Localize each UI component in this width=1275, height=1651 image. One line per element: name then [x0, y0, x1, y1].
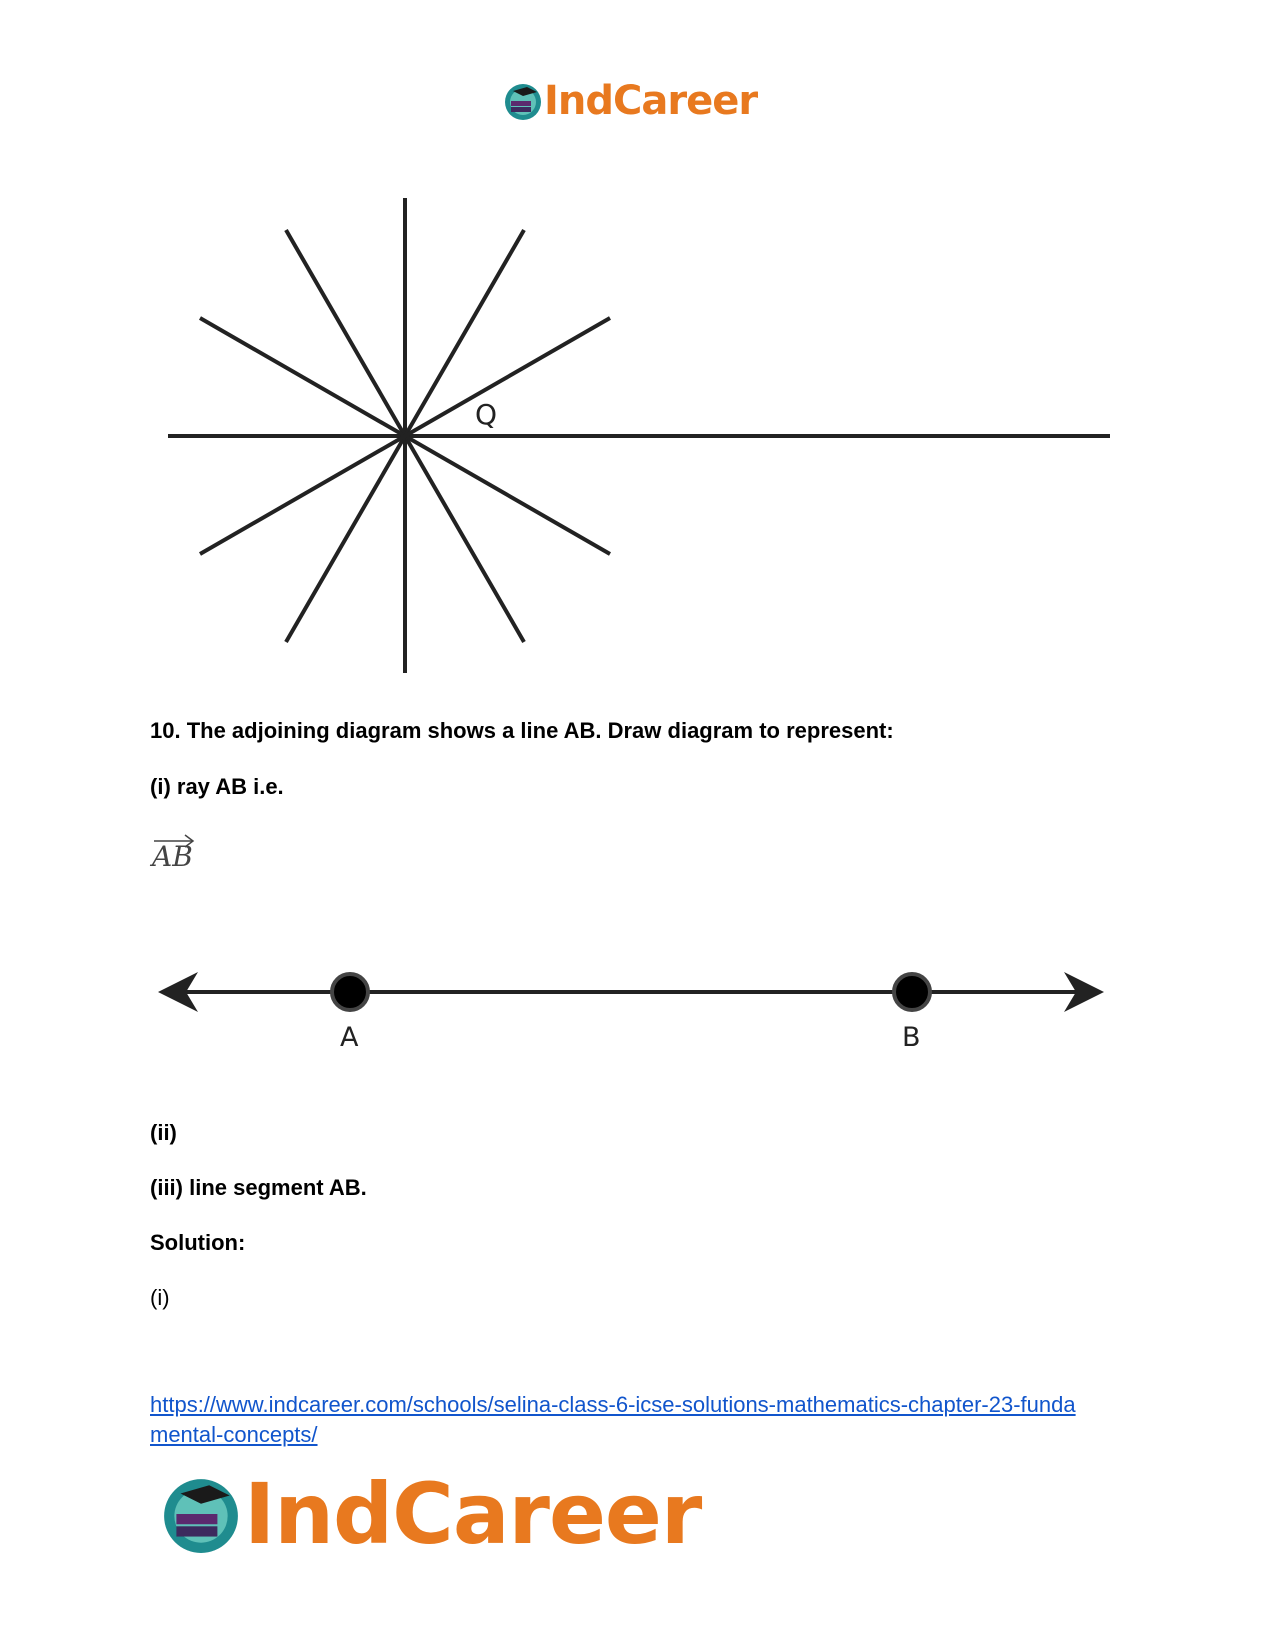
- point-b: [894, 974, 930, 1010]
- footer-url-line-1: https://www.indcareer.com/schools/selina-class-6-icse-solutions-mathematics-chapter-23-funda: [150, 1392, 1076, 1417]
- line-ab-diagram: [0, 960, 1275, 1060]
- footer-logo: [160, 1465, 701, 1563]
- ray-ab-letters: AB: [152, 840, 193, 873]
- point-a-label: A: [340, 1022, 359, 1053]
- footer-logo-globe-icon: [160, 1473, 242, 1555]
- question-part-i: (i) ray AB i.e.: [150, 774, 284, 799]
- point-a: [332, 974, 368, 1010]
- question-part-iii: (iii) line segment AB.: [150, 1175, 367, 1200]
- footer-url-line-2: mental-concepts/: [150, 1422, 318, 1447]
- footer-brand-text: IndCareer: [244, 1465, 702, 1563]
- question-part-ii: (ii): [150, 1120, 177, 1145]
- question-title: 10. The adjoining diagram shows a line AB. Draw diagram to represent:: [150, 718, 894, 743]
- point-b-label: B: [902, 1022, 921, 1053]
- point-q-label: Q: [475, 398, 498, 431]
- solution-part-i: (i): [150, 1285, 170, 1310]
- header-brand-text: IndCareer: [544, 78, 758, 124]
- footer-url-link[interactable]: [150, 1390, 1076, 1450]
- solution-heading: Solution:: [150, 1230, 246, 1255]
- lines-through-point-diagram: [0, 0, 1275, 700]
